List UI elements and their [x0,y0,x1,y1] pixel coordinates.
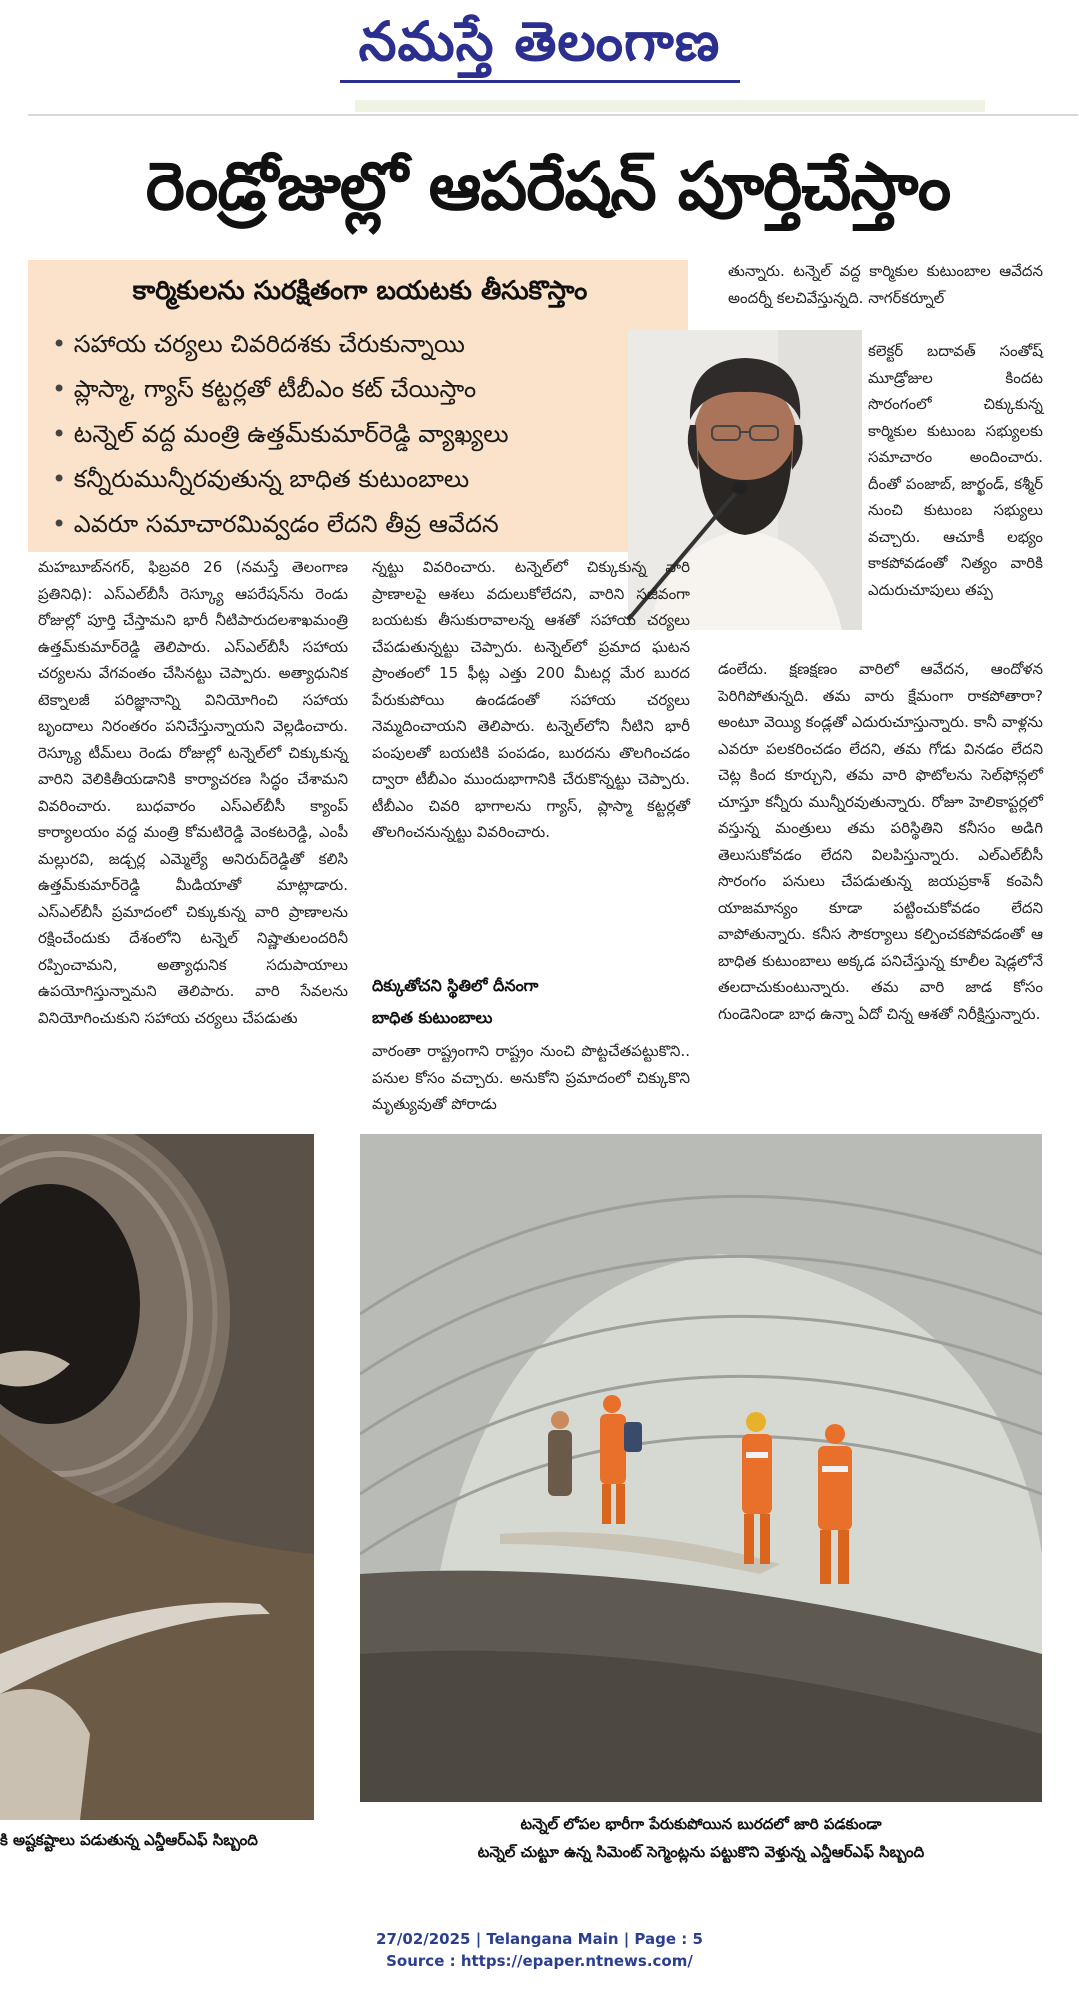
highlight-item: • కన్నీరుమున్నీరవుతున్న బాధిత కుటుంబాలు [52,457,612,502]
article-column-1: మహబూబ్‌నగర్, ఫిబ్రవరి 26 (నమస్తే తెలంగాణ ప్రతినిధి): ఎస్‌ఎల్‌బీసీ రెస్క్యూ ఆపరేషన్‌ను రెండు రోజుల్లో పూర్తి చేస్తామని భారీ నీటిపారుదలశాఖమంత్రి ఉత్తమ్‌కుమార్‌రెడ్డి తెలిపారు. ఎస్‌ఎల్‌బీసీ సహాయ చర్యలను వేగవంతం చేసినట్టు చెప్పారు. అత్యాధునిక టెక్నాలజీ పరిజ్ఞానాన్ని వినియోగించి సహాయ బృందాలు నిరంతరం పనిచేస్తున్నాయని వెల్లడించారు. రెస్క్యూ టీమ్‌లు రెండు రోజుల్లో టన్నెల్‌లో చిక్కుకున్న వారిని వెలికితీయడానికి కార్యాచరణ సిద్ధం చేశామని వివరించారు. బుధవారం ఎస్‌ఎల్‌బీసీ క్యాంప్ కార్యాలయం వద్ద మంత్రి కోమటిరెడ్డి వెంకటరెడ్డి, ఎంపీ మల్లురవి, జడ్చర్ల ఎమ్మెల్యే అనిరుద్‌రెడ్డితో కలిసి ఉత్తమ్‌కుమార్‌రెడ్డి మీడియాతో మాట్లాడారు. ఎస్‌ఎల్‌బీసీ ప్రమాదంలో చిక్కుకున్న వారి ప్రాణాలను రక్షించేందుకు దేశంలోని టన్నెల్ నిష్ణాతులందరినీ రప్పించామని, అత్యాధునిక సదుపాయాలు ఉపయోగిస్తున్నామని తెలిపారు. వారి సేవలను వినియోగించుకుని సహాయ చర్యలు చేపడుతు [38,558,348,1027]
tunnel-photo-right [360,1134,1042,1802]
top-divider [28,114,1078,116]
photo-right-caption-line-2: టన్నెల్ చుట్టూ ఉన్న సిమెంట్ సెగ్మెంట్లను పట్టుకొని వెళ్తున్న ఎన్డీఆర్ఎఫ్ సిబ్బంది [477,1843,925,1861]
subhead-line-1: దిక్కుతోచని స్థితిలో దీనంగా [372,976,539,995]
subhead-line-2: బాధిత కుటుంబాలు [372,1008,493,1027]
photo-right-caption [360,1810,1042,1866]
article-subhead [372,970,690,1034]
photo-left-caption: కి అష్టకష్టాలు పడుతున్న ఎన్డీఆర్ఎఫ్ సిబ్బంది [0,1831,258,1849]
highlight-item: • సహాయ చర్యలు చివరిదశకు చేరుకున్నాయి [52,322,612,367]
tunnel-photo-right-image [360,1134,1042,1802]
article-column-3-wrap: కలెక్టర్ బదావత్ సంతోష్ మూడ్రోజుల కిందట సొరంగంలో చిక్కుకున్న కార్మికుల కుటుంబ సభ్యులకు సమాచారం అందించారు. దీంతో పంజాబ్, జార్ఖండ్, కశ్మీర్ నుంచి కుటుంబ సభ్యులు వచ్చారు. ఆచూకీ లభ్యం కాకపోవడంతో నిత్యం వారికి ఎదురుచూపులు తప్ప [868,342,1043,599]
photo-right-caption-line-1: టన్నెల్ లోపల భారీగా పేరుకుపోయిన బురదలో జారి పడకుండా [520,1815,882,1833]
tunnel-photo-left [0,1134,314,1820]
masthead-title: నమస్తే తెలంగాణ [358,10,721,73]
article-column-3-bottom: డంలేదు. క్షణక్షణం వారిలో ఆవేదన, ఆందోళన పెరిగిపోతున్నది. తమ వారు క్షేమంగా రాకపోతారా? అంటూ వెయ్యి కండ్లతో ఎదురుచూస్తున్నారు. కానీ వాళ్లను ఎవరూ పలకరించడం లేదని, తమ గోడు వినడం లేదని చెట్ల కింద కూర్చుని, తమ వారి ఫొటోలను సెల్‌ఫోన్లలో చూస్తూ కన్నీరు మున్నీరవుతున్నారు. రోజూ హెలికాప్టర్లలో వస్తున్న మంత్రులు తమ పరిస్థితిని కనీసం అడిగి తెలుసుకోవడం లేదని విలపిస్తున్నారు. ఎల్‌ఎల్‌బీసీ సొరంగం పనులు చేపడుతున్న జయప్రకాశ్ కంపెనీ యాజమాన్యం కూడా పట్టించుకోవడం లేదని వాపోతున్నారు. కనీస సౌకర్యాలు కల్పించకపోవడంతో ఆ బాధిత కుటుంబాలు అక్కడ పనిచేస్తున్న కూలీల షెడ్లలోనే తలదాచుకుంటున్నారు. తమ వారి జాడ కోసం గుండెనిండా బాధ ఉన్నా ఏదో చిన్న ఆశతో నిరీక్షిస్తున్నారు. [718,660,1043,1023]
article-column-3-top: తున్నారు. టన్నెల్ వద్ద కార్మికుల కుటుంబాల ఆవేదన అందర్నీ కలచివేస్తున్నది. నాగర్‌కర్నూల్ [728,262,1043,307]
footer-source-link[interactable]: Source : https://epaper.ntnews.com/ [386,1952,693,1970]
highlights-title: కార్మికులను సురక్షితంగా బయటకు తీసుకొస్తాం [132,276,588,306]
footer-date-edition: 27/02/2025 | Telangana Main | Page : 5 [376,1930,703,1948]
article-column-2: న్నట్టు వివరించారు. టన్నెల్‌లో చిక్కుకున్న వారి ప్రాణాలపై ఆశలు వదులుకోలేదని, వారిని సజీవంగా బయటకు తీసుకురావాలన్న ఆశతో సహాయ చర్యలు చేపడుతున్నట్టు చెప్పారు. టన్నెల్‌లో ప్రమాద ఘటన ప్రాంతంలో 15 ఫీట్ల ఎత్తు 200 మీటర్ల మేర బురద పేరుకుపోయి ఉండడంతో సహాయ చర్యలు నెమ్మదించాయని తెలిపారు. టన్నెల్‌లోని నీటిని భారీ పంపులతో బయటికి పంపడం, బురదను తొలగించడం ద్వారా టీబీఎం ముందుభాగానికి చేరుకొన్నట్టు చెప్పారు. టీబీఎం చివరి భాగాలను గ్యాస్, ప్లాస్మా కట్టర్లతో తొలగించనున్నట్టు వివరించారు. [372,558,690,841]
headline: రెండ్రోజుల్లో ఆపరేషన్ పూర్తిచేస్తాం [145,148,951,225]
highlight-item: • ఎవరూ సమాచారమివ్వడం లేదని తీవ్ర ఆవేదన [52,502,612,547]
article-column-2b: వారంతా రాష్ట్రంగాని రాష్ట్రం నుంచి పొట్టచేతపట్టుకొని.. పనుల కోసం వచ్చారు. అనుకోని ప్రమాదంలో చిక్కుకొని మృత్యువుతో పోరాడు [372,1042,690,1113]
highlight-item: • ప్లాస్మా, గ్యాస్ కట్టర్లతో టీబీఎం కట్ చేయిస్తాం [52,367,612,412]
highlight-item: • టన్నెల్ వద్ద మంత్రి ఉత్తమ్‌కుమార్‌రెడ్డి వ్యాఖ్యలు [52,412,612,457]
page-footer [0,1928,1079,1972]
top-decorative-bar [355,100,985,112]
tunnel-photo-left-image [0,1134,314,1820]
highlights-list [52,322,612,547]
masthead-underline [340,80,740,83]
